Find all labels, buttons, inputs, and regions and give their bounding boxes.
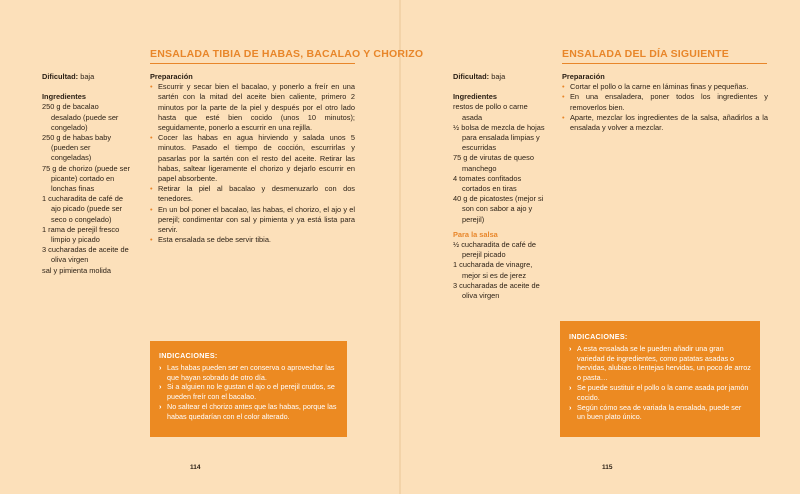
ingredient-item: restos de pollo o carne asada — [453, 102, 528, 122]
step-item: • Aparte, mezclar los ingredientes de la salsa, añadirlos a la ensalada y volver a mezclar. — [562, 113, 768, 133]
preparation-column — [562, 72, 768, 133]
step-item: • Retirar la piel al bacalao y desmenuzarlo con dos tenedores. — [150, 184, 355, 204]
step-item: • Escurrir y secar bien el bacalao, y ponerlo a freír en una sartén con la mitad del aceite bien caliente, primero 2 minutos por la parte de la piel y después por el otro lado hasta que esté bien cocido (unos 10 minutos); seguidamente, ponerlo a escurrir en una rejilla. — [150, 82, 355, 133]
tips-list — [569, 344, 751, 422]
tip-item: › Las habas pueden ser en conserva o aprovechar las que hayan sobrado de otro día. — [159, 363, 338, 383]
ingredient-item: 3 cucharadas de aceite de oliva virgen — [42, 245, 129, 265]
ingredient-item: 75 g de chorizo (puede ser picante) cortado en lonchas finas — [42, 163, 130, 194]
tip-item: › Se puede sustituir el pollo o la carne asada por jamón cocido. — [569, 383, 751, 403]
tip-item: › Según cómo sea de variada la ensalada, puede ser un buen plato único. — [569, 403, 751, 423]
tips-box — [150, 341, 347, 437]
ingredient-item: 75 g de virutas de queso manchego — [453, 153, 534, 173]
step-item: • Cortar el pollo o la carne en láminas finas y pequeñas. — [562, 82, 768, 92]
ingredient-item: 40 g de picatostes (mejor si son con sabor a ajo y perejil) — [453, 194, 544, 224]
preparation-steps — [150, 82, 355, 245]
ingredients-heading: Ingredientes — [42, 92, 86, 102]
ingredient-item: 3 cucharadas de aceite de oliva virgen — [453, 280, 540, 301]
tip-item: › A esta ensalada se le pueden añadir una gran variedad de ingredientes, como patatas asadas o hervidas, alubias o lentejas hervidas, un poco de arroz o pasta… — [569, 344, 751, 383]
ingredient-item: 4 tomates confitados cortados en tiras — [453, 173, 522, 194]
preparation-heading: Preparación — [562, 72, 605, 81]
step-item: • Cocer las habas en agua hirviendo y salada unos 5 minutos. Pasado el tiempo de cocción, escurrirlas y pasarlas por la sartén con el resto del aceite. Retirar las habas, saltear ligeramente el chorizo y dejarlo escurrir en papel absorbente. — [150, 133, 355, 184]
ingredient-item: 1 cucharada de vinagre, mejor si es de jerez — [453, 260, 533, 280]
step-item: • En una ensaladera, poner todos los ingredientes y removerlos bien. — [562, 92, 768, 112]
sauce-heading: Para la salsa — [453, 229, 498, 239]
right-page — [400, 0, 800, 494]
step-item: • Esta ensalada se debe servir tibia. — [150, 235, 355, 245]
ingredient-item: 250 g de bacalao desalado (puede ser congelado) — [42, 102, 119, 132]
preparation-heading: Preparación — [150, 72, 193, 81]
preparation-column — [150, 72, 355, 245]
recipe-title: ENSALADA DEL DÍA SIGUIENTE — [562, 48, 729, 60]
ingredient-item: ½ cucharadita de café de perejil picado — [453, 240, 536, 260]
tips-list — [159, 363, 338, 422]
sauce-ingredients-list — [453, 240, 545, 301]
ingredients-column — [42, 72, 130, 276]
recipe-title: ENSALADA TIBIA DE HABAS, BACALAO Y CHORIZO — [150, 48, 424, 60]
tips-box — [560, 321, 760, 437]
ingredient-item: ½ bolsa de mezcla de hojas para ensalada limpias y escurridas — [453, 122, 545, 153]
ingredient-item: sal y pimienta molida — [42, 265, 112, 275]
ingredients-heading: Ingredientes — [453, 92, 497, 102]
step-item: • En un bol poner el bacalao, las habas, el chorizo, el ajo y el perejil; condimentar con sal y pimienta y ya está lista para servir. — [150, 205, 355, 236]
title-rule — [562, 63, 767, 64]
ingredient-item: 250 g de habas baby (pueden ser congeladas) — [42, 133, 112, 163]
ingredients-column — [453, 72, 545, 301]
tip-item: › Si a alguien no le gustan el ajo o el perejil crudos, se pueden freír con el bacalao. — [159, 382, 338, 402]
preparation-steps — [562, 82, 768, 133]
difficulty: Dificultad: baja — [42, 72, 95, 81]
tips-heading: INDICACIONES: — [159, 351, 218, 360]
page-number: 115 — [602, 464, 613, 471]
tip-item: › No saltear el chorizo antes que las habas, porque las habas quedarían con el color alterado. — [159, 402, 338, 422]
ingredient-item: 1 rama de perejil fresco limpio y picado — [42, 224, 120, 245]
title-rule — [150, 63, 355, 64]
ingredients-list — [453, 102, 545, 224]
tips-heading: INDICACIONES: — [569, 332, 628, 341]
page-number: 114 — [190, 464, 201, 471]
ingredient-item: 1 cucharadita de café de ajo picado (puede ser seco o congelado) — [42, 194, 123, 224]
ingredients-list — [42, 102, 130, 275]
difficulty: Dificultad: baja — [453, 72, 506, 81]
